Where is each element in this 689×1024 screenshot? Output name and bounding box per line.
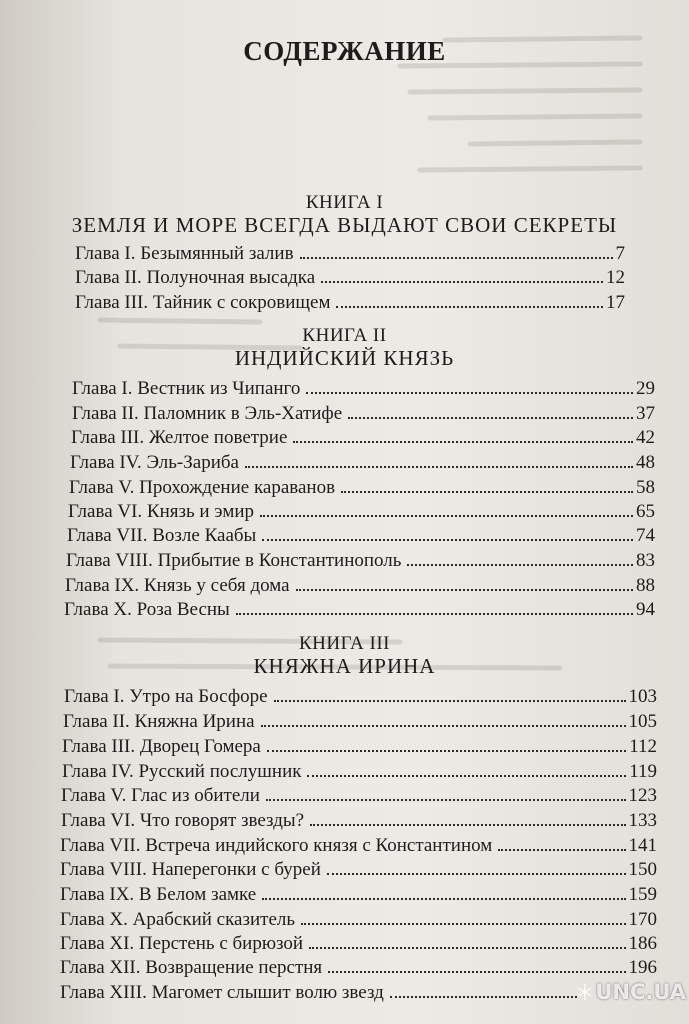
watermark [576,972,686,1012]
dot-leader [336,306,603,308]
chapter-title: Глава X. Арабский сказитель [60,909,296,930]
dot-leader [261,725,626,727]
toc-entry[interactable] [63,710,657,734]
dot-leader [300,257,613,259]
page-number: 17 [606,292,625,313]
toc-entry[interactable] [72,377,655,401]
page-number: 119 [629,761,657,782]
chapter-title: Глава VII. Возле Каабы [67,525,257,546]
page-number: 83 [636,550,655,571]
dot-leader [293,441,633,443]
chapter-title: Глава I. Безымянный залив [75,243,294,264]
toc-entry[interactable] [65,574,655,598]
toc-entry[interactable] [60,932,657,956]
toc-entry[interactable] [75,291,625,315]
toc-entry[interactable] [75,242,625,266]
toc-entry[interactable] [64,685,657,709]
dot-leader [310,824,625,826]
dot-leader [327,873,626,875]
book-label: КНИГА II [302,325,387,346]
dot-leader [274,700,626,702]
page-number: 58 [636,477,655,498]
toc-entry[interactable] [67,524,655,548]
dot-leader [306,392,633,394]
toc-entry[interactable] [60,908,657,932]
page-number: 7 [615,243,625,264]
dot-leader [296,589,633,591]
watermark-text: UNC.UA [595,980,686,1004]
book-title: ЗЕМЛЯ И МОРЕ ВСЕГДА ВЫДАЮТ СВОИ СЕКРЕТЫ [71,213,618,237]
chapter-title: Глава II. Полуночная высадка [75,267,316,288]
dot-leader [236,613,633,615]
page-number: 105 [628,711,657,732]
page-title: СОДЕРЖАНИЕ [243,36,446,66]
dot-leader [390,996,577,998]
dot-leader [245,466,633,468]
chapter-title: Глава IV. Русский послушник [62,761,302,782]
page-number: 170 [628,909,657,930]
toc-entry[interactable] [62,735,657,759]
toc-entry[interactable] [61,809,657,833]
page-number: 29 [636,378,655,399]
dot-leader [309,947,625,949]
toc-entry[interactable] [75,266,625,290]
page-number: 123 [628,785,657,806]
chapter-title: Глава V. Прохождение караванов [69,477,336,498]
toc-entry[interactable] [68,500,655,524]
page-number: 37 [636,403,655,424]
book-label: КНИГА III [299,633,390,654]
dot-leader [267,750,626,752]
chapter-title: Глава I. Утро на Босфоре [64,686,268,707]
chapter-title: Глава VI. Что говорят звезды? [61,810,305,831]
dot-leader [262,539,633,541]
dot-leader [266,799,626,801]
page-number: 88 [636,575,655,596]
page-number: 94 [636,599,655,620]
chapter-title: Глава X. Роза Весны [64,599,230,620]
chapter-title: Глава I. Вестник из Чипанго [72,378,301,399]
chapter-title: Глава VIII. Прибытие в Константинополь [66,550,402,571]
dot-leader [348,417,633,419]
toc-entry[interactable] [66,549,655,573]
toc-entry[interactable] [60,883,657,907]
chapter-title: Глава XII. Возвращение перстня [60,957,323,978]
chapter-title: Глава III. Тайник с сокровищем [75,292,331,313]
chapter-title: Глава IX. Князь у себя дома [65,575,290,596]
chapter-title: Глава VII. Встреча индийского князя с Константином [60,835,493,856]
toc-entry[interactable] [60,981,580,1005]
chapter-title: Глава III. Желтое поветрие [71,427,288,448]
toc-entry[interactable] [69,476,655,500]
page-number: 74 [636,525,655,546]
chapter-title: Глава II. Паломник в Эль-Хатифе [72,403,343,424]
chapter-title: Глава XI. Перстень с бирюзой [60,933,304,954]
page-number: 141 [628,835,657,856]
page-number: 133 [628,810,657,831]
toc-entry[interactable] [62,760,657,784]
dot-leader [301,923,625,925]
toc-entry[interactable] [71,426,655,450]
dot-leader [498,849,625,851]
toc-entry[interactable] [60,956,657,980]
page-number: 12 [606,267,625,288]
chapter-title: Глава II. Княжна Ирина [63,711,255,732]
dot-leader [321,281,603,283]
toc-entry[interactable] [72,402,655,426]
toc-entry[interactable] [60,834,657,858]
dot-leader [341,491,633,493]
snowflake-icon [576,979,593,1005]
toc-entry[interactable] [70,451,655,475]
chapter-title: Глава IV. Эль-Зариба [70,452,239,473]
page-number: 186 [628,933,657,954]
page-number: 196 [628,957,657,978]
toc-entry[interactable] [61,784,657,808]
page-number: 65 [636,501,655,522]
page-number: 42 [636,427,655,448]
book-label: КНИГА I [305,192,384,213]
toc-entry[interactable] [60,858,657,882]
book-title: КНЯЖНА ИРИНА [253,654,436,678]
dot-leader [262,898,625,900]
book-title: ИНДИЙСКИЙ КНЯЗЬ [234,346,455,370]
page-number: 150 [628,859,657,880]
dot-leader [307,775,626,777]
chapter-title: Глава VIII. Наперегонки с бурей [60,859,321,880]
chapter-title: Глава XIII. Магомет слышит волю звезд [60,982,384,1003]
dot-leader [260,515,633,517]
page-number: 103 [628,686,657,707]
chapter-title: Глава III. Дворец Гомера [62,736,261,757]
page-number: 48 [636,452,655,473]
chapter-title: Глава V. Глас из обители [61,785,260,806]
page-number: 159 [628,884,657,905]
dot-leader [407,564,633,566]
chapter-title: Глава VI. Князь и эмир [68,501,255,522]
chapter-title: Глава IX. В Белом замке [60,884,257,905]
page-number: 112 [629,736,657,757]
toc-entry[interactable] [64,598,655,622]
